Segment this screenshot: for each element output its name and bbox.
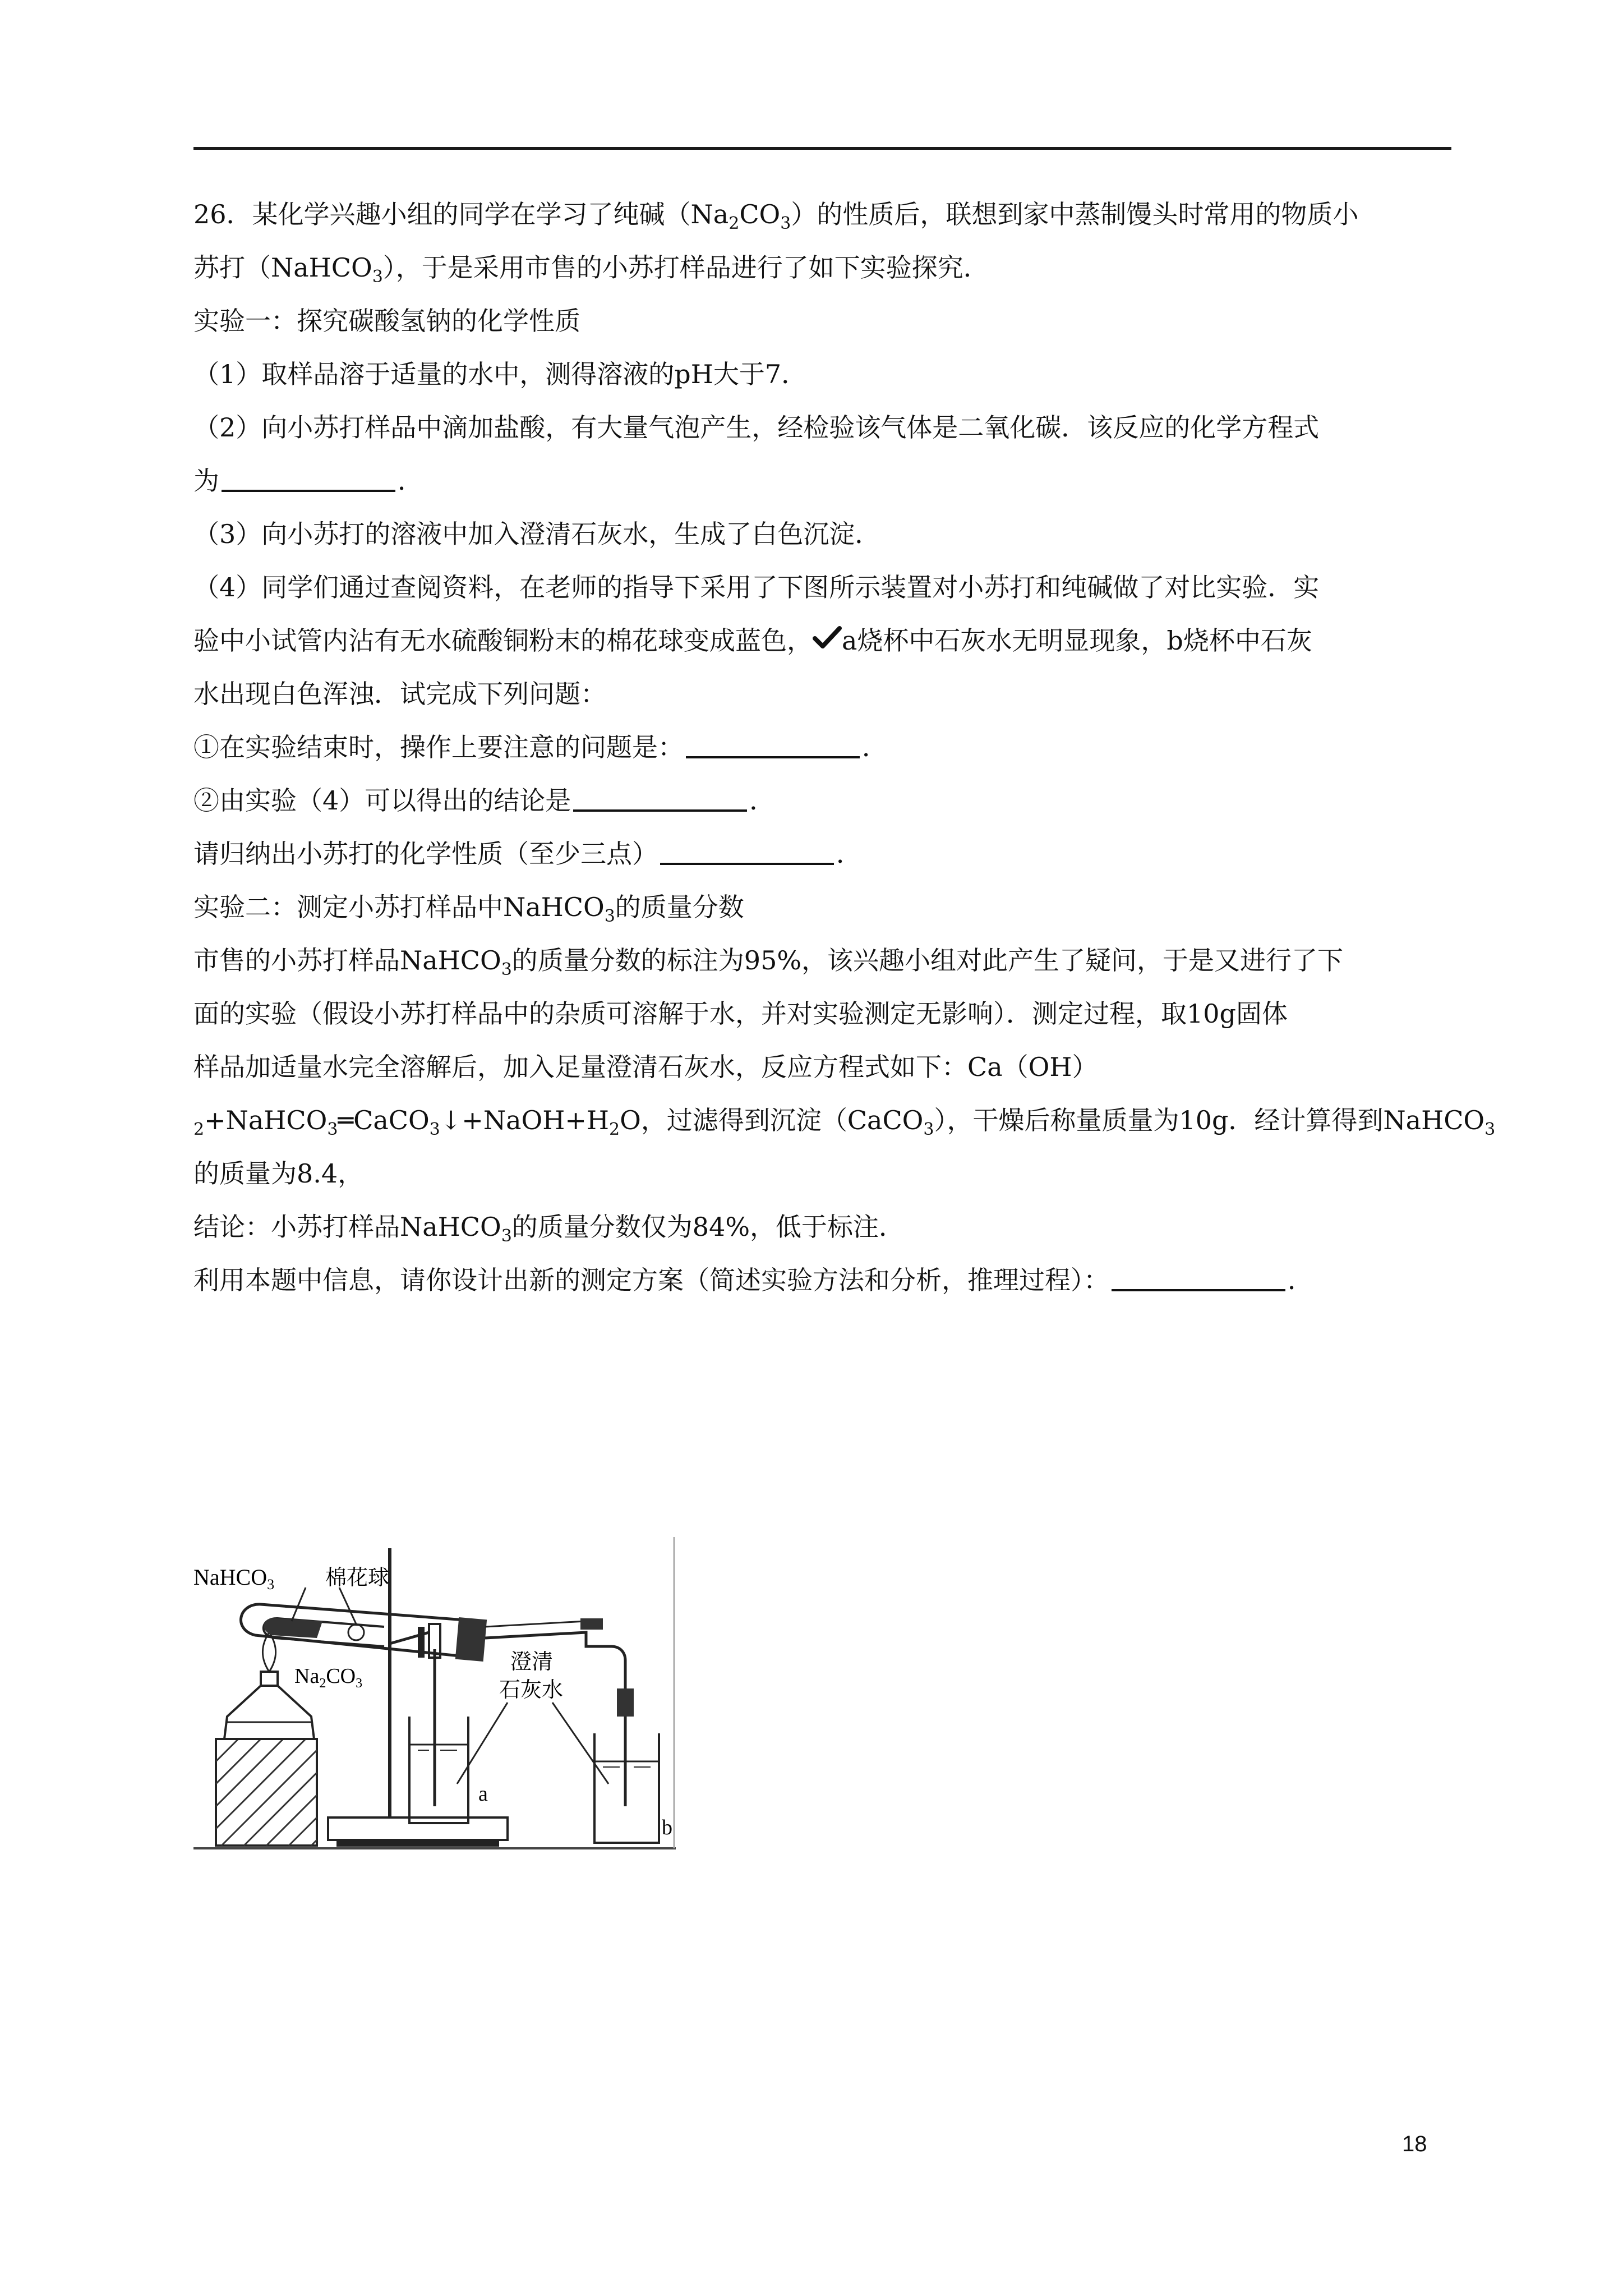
conclusion: 结论：小苏打样品NaHCO$_3$的质量分数仅为84%，低于标注． [193, 1212, 905, 1246]
exp1-title: 实验一：探究碳酸氢钠的化学性质 [193, 306, 580, 336]
support-block [216, 1739, 317, 1846]
label-nahco3: NaHCO$_3$ [193, 1565, 275, 1593]
label-a: a [478, 1782, 488, 1806]
sub-question-1: ①在实验结束时，操作上要注意的问题是： ． [193, 732, 888, 762]
step-3: （3）向小苏打的溶液中加入澄清石灰水，生成了白色沉淀． [193, 519, 881, 549]
equation-line: $_2+NaHCO_3═CaCO_3↓+NaOH+H_2O$，过滤得到沉淀（CaCO$_3$），干燥后称量质量为10g．经计算得到NaHCO$_3$ [193, 1105, 1496, 1139]
answer-blank-5[interactable] [1112, 1267, 1285, 1291]
delivery-tube-b [485, 1632, 625, 1806]
exp2-title: 实验二：测定小苏打样品中NaHCO$_3$的质量分数 [193, 892, 744, 926]
beaker-a [409, 1717, 468, 1823]
step-1: （1）取样品溶于适量的水中，测得溶液的pH大于7． [193, 359, 808, 389]
label-b: b [662, 1816, 672, 1839]
check-mark-icon [813, 625, 842, 650]
label-na2co3: $Na_2CO_3$ [294, 1664, 363, 1691]
design-question: 利用本题中信息，请你设计出新的测定方案（简述实验方法和分析，推理过程）： ． [193, 1265, 1313, 1295]
answer-blank-2[interactable] [686, 734, 860, 758]
test-tube-small [264, 1618, 384, 1646]
answer-blank-4[interactable] [660, 840, 834, 865]
summary-question: 请归纳出小苏打的化学性质（至少三点） ． [193, 839, 862, 869]
label-cotton-ball: 棉花球 [325, 1565, 390, 1590]
step-2: （2）向小苏打样品中滴加盐酸，有大量气泡产生，经检验该气体是二氧化碳．该反应的化学方程式 [193, 412, 1320, 443]
question-body [193, 188, 1496, 1307]
step-2-cont: 为 ． [193, 466, 423, 496]
label-limewater-2: 石灰水 [499, 1677, 564, 1702]
intro-line-2: 苏打（NaHCO$_3$），于是采用市售的小苏打样品进行了如下实验探究． [193, 252, 989, 287]
step-4c: 水出现白色浑浊．试完成下列问题： [193, 679, 606, 709]
exp2-para-5: 的质量为8.4， [193, 1158, 364, 1189]
exp2-para-3: 样品加适量水完全溶解后，加入足量澄清石灰水，反应方程式如下：Ca（OH） [193, 1052, 1098, 1082]
step-4b: 验中小试管内沾有无水硫酸铜粉末的棉花球变成蓝色， a烧杯中石灰水无明显现象，b烧杯中石灰 [193, 625, 1312, 656]
exp2-para-1: 市售的小苏打样品NaHCO$_3$的质量分数的标注为95%，该兴趣小组对此产生了疑问，于是又进行了下 [193, 945, 1344, 979]
sub-question-2: ②由实验（4）可以得出的结论是 ． [193, 785, 776, 816]
intro-line-1: 26．某化学兴趣小组的同学在学习了纯碱$(Na_2CO_3)$的性质后，联想到家中蒸制馒头时常用的物质小 [193, 199, 1359, 233]
answer-blank-3[interactable] [573, 787, 747, 812]
label-limewater-1: 澄清 [510, 1649, 554, 1674]
header-rule [193, 147, 1451, 150]
page-number: 18 [1402, 2132, 1427, 2156]
answer-blank-1[interactable] [222, 467, 395, 492]
exp2-para-2: 面的实验（假设小苏打样品中的杂质可溶解于水，并对实验测定无影响）．测定过程，取10g固体 [193, 999, 1288, 1029]
apparatus-figure [193, 1537, 676, 1851]
step-4a: （4）同学们通过查阅资料，在老师的指导下采用了下图所示装置对小苏打和纯碱做了对比实验．实 [193, 572, 1320, 602]
